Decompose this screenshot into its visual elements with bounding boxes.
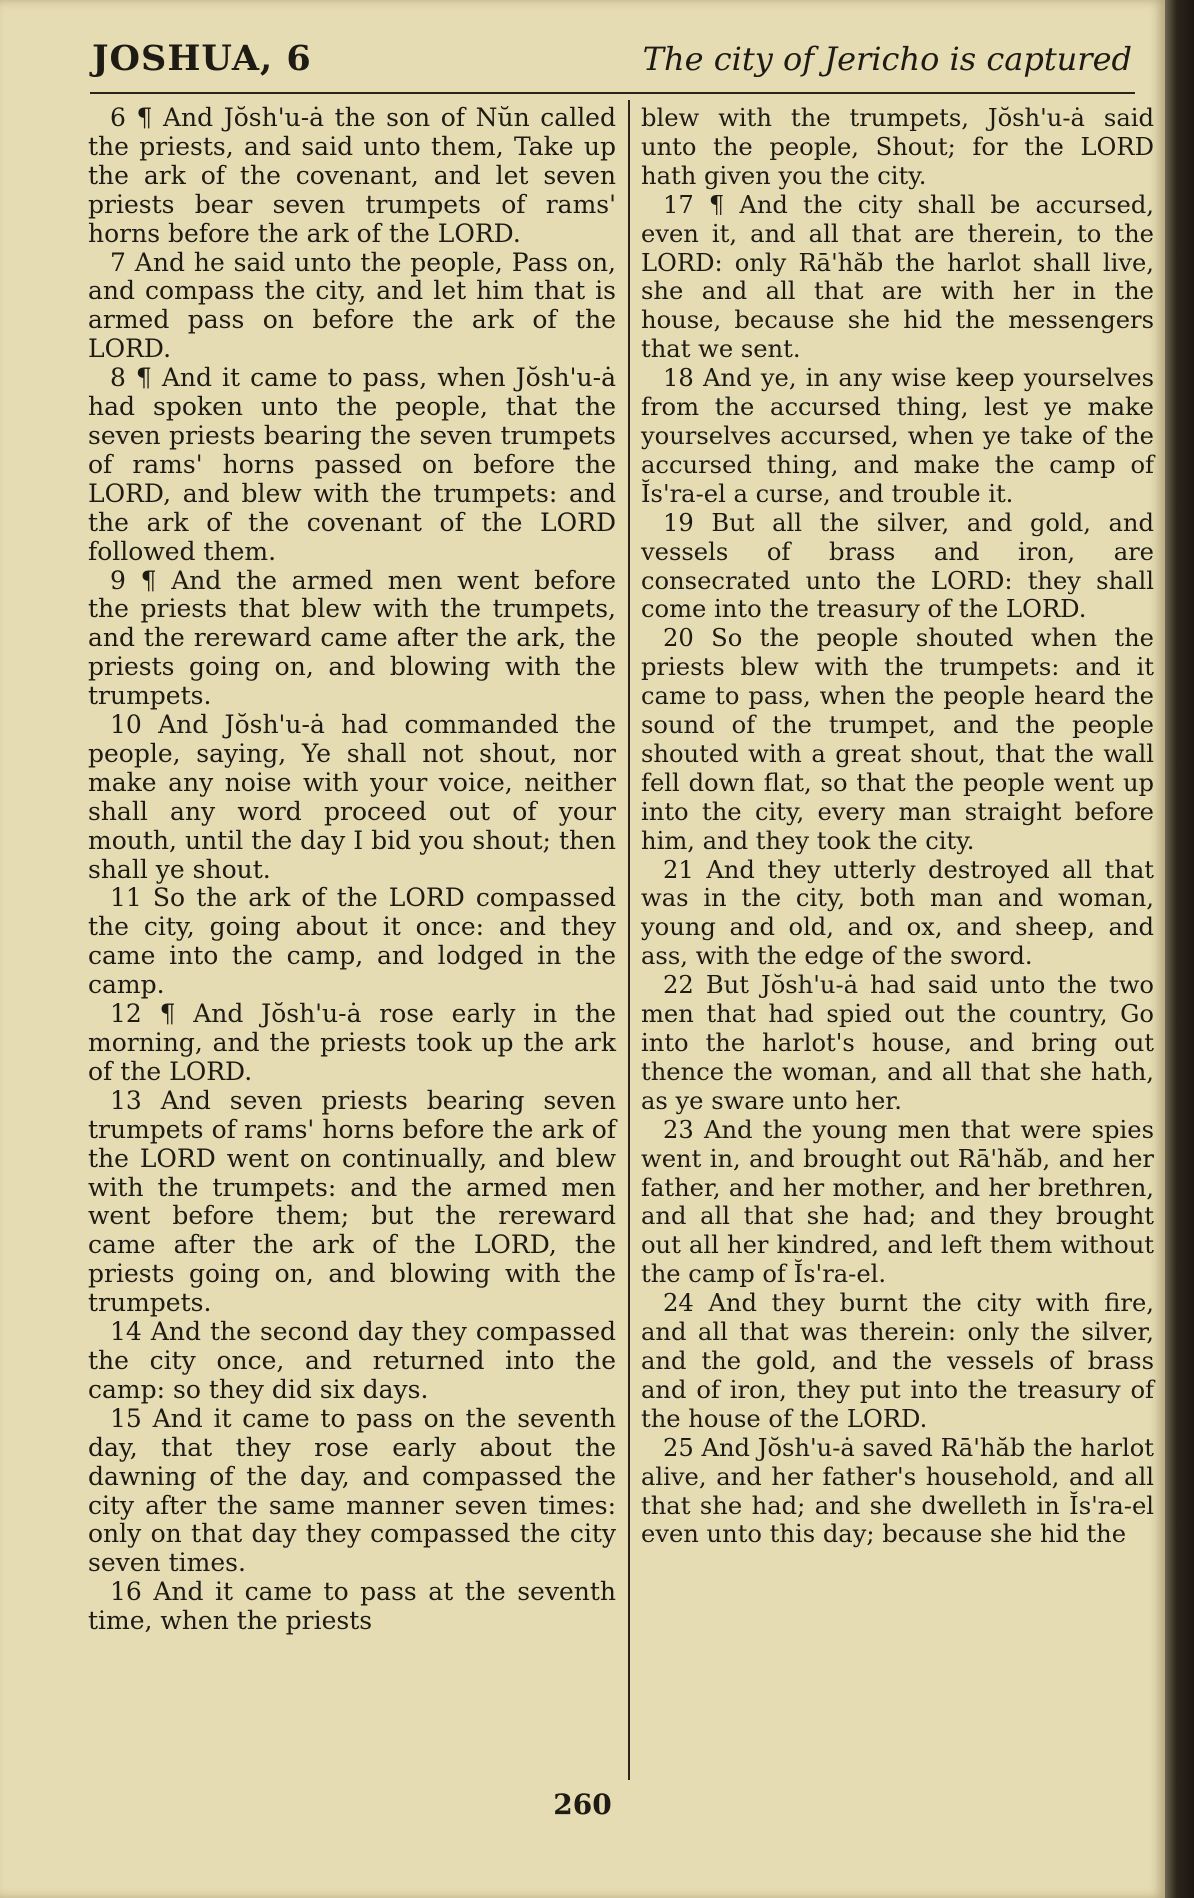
verse-25: 25 And Jŏsh'u-ȧ saved Rā'hăb the harlot alive, and her father's household, and all that she had; and she dwelleth in Ĭs'ra-el even unto this day; because she hid the: [641, 1433, 1154, 1549]
verse-21: 21 And they utterly destroyed all that was in the city, both man and woman, young and old, and ox, and sheep, and ass, with the edge of the sword.: [641, 855, 1154, 971]
verse-11: 11 So the ark of the LORD compassed the city, going about it once: and they came into the camp, and lodged in the camp.: [88, 883, 616, 1000]
running-title: The city of Jericho is captured: [642, 40, 1132, 78]
verse-13: 13 And seven priests bearing seven trumpets of rams' horns before the ark of the LORD went on continually, and blew with the trumpets: and the armed men went before them; but the rereward came after the ark of the LORD, the priests going on, and blowing with the trumpets.: [88, 1085, 616, 1318]
verse-23: 23 And the young men that were spies went in, and brought out Rā'hăb, and her father, and her mother, and her brethren, and all that she had; and they brought out all her kindred, and left them without the camp of Ĭs'ra-el.: [641, 1115, 1154, 1289]
verse-16: 16 And it came to pass at the seventh time, when the priests: [88, 1577, 616, 1636]
verse-22: 22 But Jŏsh'u-ȧ had said unto the two men that had spied out the country, Go into the harlot's house, and bring out thence the woman, and all that she hath, as ye sware unto her.: [641, 971, 1154, 1115]
verse-15: 15 And it came to pass on the seventh day, that they rose early about the dawning of the day, and compassed the city after the same manner seven times: only on that day they compassed the city seven times.: [88, 1403, 616, 1578]
verse-6: 6 ¶ And Jŏsh'u-ȧ the son of Nŭn called the priests, and said unto them, Take up the ark of the covenant, and let seven priests bear seven trumpets of rams' horns before the ark of the LORD.: [88, 103, 616, 248]
verse-14: 14 And the second day they compassed the city once, and returned into the camp: so they did six days.: [88, 1317, 616, 1404]
right-column: [641, 104, 1154, 1549]
verse-9: 9 ¶ And the armed men went before the priests that blew with the trumpets, and the rereward came after the ark, the priests going on, and blowing with the trumpets.: [88, 565, 616, 711]
verse-19: 19 But all the silver, and gold, and vessels of brass and iron, are consecrated unto the LORD: they shall come into the treasury of the LORD.: [641, 508, 1154, 624]
verse-18: 18 And ye, in any wise keep yourselves from the accursed thing, lest ye make yourselves accursed, when ye take of the accursed thing, and make the camp of Ĭs'ra-el a curse, and trouble it.: [641, 364, 1154, 508]
book-chapter-heading: JOSHUA, 6: [92, 38, 312, 79]
verse-10: 10 And Jŏsh'u-ȧ had commanded the people, saying, Ye shall not shout, nor make any noise with your voice, neither shall any word proceed out of your mouth, until the day I bid you shout; then shall ye shout.: [88, 710, 616, 884]
verse-12: 12 ¶ And Jŏsh'u-ȧ rose early in the morning, and the priests took up the ark of the LORD.: [88, 999, 616, 1086]
page-number: 260: [553, 1788, 612, 1821]
verse-24: 24 And they burnt the city with fire, and all that was therein: only the silver, and the gold, and the vessels of brass and of iron, they put into the treasury of the house of the LORD.: [641, 1289, 1154, 1433]
book-binding-edge: [1165, 0, 1194, 1898]
verse-20: 20 So the people shouted when the priests blew with the trumpets: and it came to pass, when the people heard the sound of the trumpet, and the people shouted with a great shout, that the wall fell down flat, so that the people went up into the city, every man straight before him, and they took the city.: [641, 624, 1154, 855]
verse-7: 7 And he said unto the people, Pass on, and compass the city, and let him that is armed pass on before the ark of the LORD.: [88, 247, 616, 364]
column-divider: [628, 100, 630, 1780]
left-column: [88, 104, 616, 1636]
header-rule: [90, 92, 1135, 94]
page-header: [92, 38, 1132, 88]
verse-8: 8 ¶ And it came to pass, when Jŏsh'u-ȧ had spoken unto the people, that the seven priests bearing the seven trumpets of rams' horns passed on before the LORD, and blew with the trumpets: and the ark of the covenant of the LORD followed them.: [88, 363, 616, 566]
verse-16-continued: blew with the trumpets, Jŏsh'u-ȧ said unto the people, Shout; for the LORD hath given you the city.: [641, 104, 1154, 190]
verse-17: 17 ¶ And the city shall be accursed, even it, and all that are therein, to the LORD: only Rā'hăb the harlot shall live, she and all that are with her in the house, because she hid the messengers that we sent.: [641, 190, 1154, 364]
